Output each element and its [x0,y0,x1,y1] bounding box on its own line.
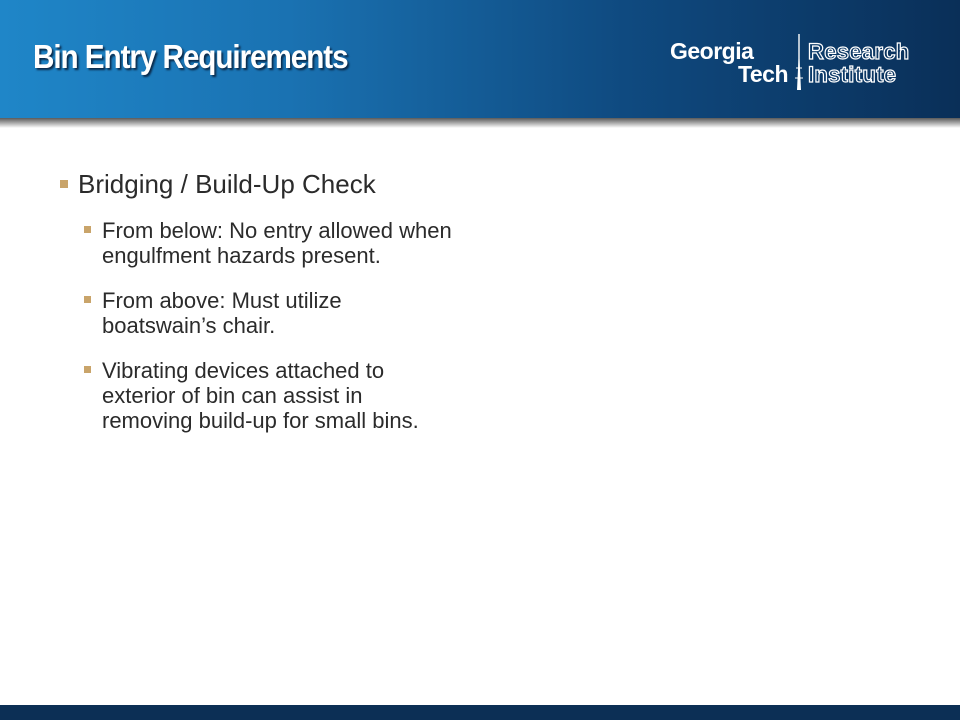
tower-icon [792,34,806,90]
sub-bullet-text: Vibrating devices attached to exterior of bin can assist in removing build-up for small bins. [102,358,419,433]
sub-bullet-item [81,358,457,433]
header-shadow [0,118,960,128]
logo-line-tech: Tech [738,61,788,87]
footer-bar [0,705,960,720]
slide-content [56,168,476,453]
logo-research-institute [808,40,909,86]
sub-bullet-item [81,218,457,268]
sub-bullet-list [56,218,476,433]
sub-bullet-item [81,288,457,338]
logo-line-research: Research [808,39,910,64]
square-bullet-icon [84,296,91,303]
slide-title: Bin Entry Requirements [33,38,348,75]
header-bar [0,0,960,118]
sub-bullet-text: From below: No entry allowed when engulfment hazards present. [102,218,452,268]
square-bullet-icon [84,226,91,233]
bullet-heading [56,168,476,200]
logo-georgia-tech [670,40,790,86]
logo-line-georgia: Georgia [670,38,754,64]
logo-line-institute: Institute [808,62,897,87]
gtri-logo [670,34,944,92]
bullet-heading-text: Bridging / Build-Up Check [78,169,376,199]
square-bullet-icon [84,366,91,373]
square-bullet-icon [60,180,68,188]
sub-bullet-text: From above: Must utilize boatswain’s chair. [102,288,342,338]
